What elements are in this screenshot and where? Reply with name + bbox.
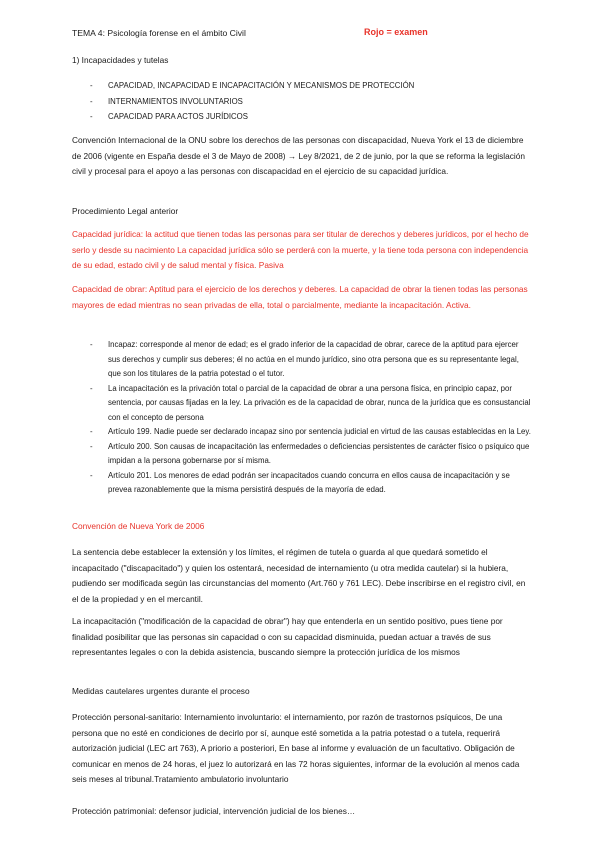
capacidad-juridica-paragraph: Capacidad jurídica: la actitud que tienen todas las personas para ser titular de derechos y deberes jurídicos, por el hecho de serlo y desde su nacimiento La capacidad jurídica sólo se perderá con la muerte, y la tiene toda persona con independencia de su edad, estado civil y de salud mental y física. Pasiva — [72, 229, 529, 271]
convencion-paragraph: Convención Internacional de la ONU sobre los derechos de las personas con discapacidad, Nueva York el 13 de diciembre de 2006 (vigente en España desde el 3 de Mayo de 2008) → Ley 8/2021, de 2 de junio, por la que se reforma la legislación civil y procesal para el apoyo a las personas con discapacidad en el ejercicio de su capacidad jurídica. — [72, 135, 525, 177]
color-legend: Rojo = examen — [364, 27, 428, 37]
definition-item: - Artículo 199. Nadie puede ser declarado incapaz sino por sentencia judicial en virtud de las causas establecidas en la Ley. — [72, 425, 532, 440]
incapacitacion-paragraph: La incapacitación ("modificación de la capacidad de obrar") hay que entenderla en un sentido positivo, pues tiene por finalidad posibilitar que las personas sin capacidad o con su capacidad disminuida, puedan actuar a través de sus representantes legales o con la debida asistencia, buscando siempre la protección jurídica de los mismos — [72, 616, 503, 658]
topic-item: - CAPACIDAD PARA ACTOS JURÍDICOS — [72, 109, 532, 125]
definition-item: - Artículo 201. Los menores de edad podrán ser incapacitados cuando concurra en ellos causa de incapacitación y se prevea razonablemente que la misma persistirá después de la mayoría de edad. — [72, 469, 532, 498]
definition-item: - Artículo 200. Son causas de incapacitación las enfermedades o deficiencias persistentes de carácter físico o psíquico que impidan a la persona gobernarse por sí misma. — [72, 440, 532, 469]
definition-item: - La incapacitación es la privación total o parcial de la capacidad de obrar a una persona física, en principio capaz, por sentencia, por causas fijadas en la ley. La privación es de la capacidad de obrar, nunca de la jurídica que es consustancial con el concepto de persona — [72, 382, 532, 426]
procedimiento-heading: Procedimiento Legal anterior — [72, 206, 179, 216]
medidas-heading: Medidas cautelares urgentes durante el proceso — [72, 686, 250, 696]
proteccion-personal-paragraph: Protección personal-sanitario: Internamiento involuntario: el internamiento, por razón de trastornos psíquicos, De una persona que no esté en condiciones de decirlo por sí, aunque esté sometida a la patria potestad o a tutela, requerirá autorización judicial (LEC art 763), A priorio a posteriori, En base al informe y evaluación de un facultativo. Obligación de comunicar en menos de 24 horas, el juez lo autorizará en las 72 horas siguientes, informar de la evolución al menos cada seis meses al tribunal.Tratamiento ambulatorio involuntario — [72, 712, 520, 785]
sentencia-paragraph: La sentencia debe establecer la extensión y los límites, el régimen de tutela o guarda al que quedará sometido el incapacitado ("discapacitado") y quien los ostentará, necesidad de internamiento (u otra medida cautelar) si la hubiera, pudiendo ser modificada según las circunstancias del momento (Art.760 y 761 LEC). Debe inscribirse en el registro civil, en el de la propiedad y en el mercantil. — [72, 547, 526, 604]
proteccion-patrimonial-paragraph: Protección patrimonial: defensor judicial, intervención judicial de los bienes… — [72, 806, 356, 816]
nueva-york-heading: Convención de Nueva York de 2006 — [72, 521, 205, 531]
topic-item: - CAPACIDAD, INCAPACIDAD E INCAPACITACIÓN Y MECANISMOS DE PROTECCIÓN — [72, 78, 532, 94]
document-title: TEMA 4: Psicología forense en el ámbito Civil — [72, 28, 246, 38]
definition-item: - Incapaz: corresponde al menor de edad; es el grado inferior de la capacidad de obrar, carece de la aptitud para ejercer sus derechos y cumplir sus deberes; él no actúa en el mundo jurídico, sino otra persona que es su representante legal, que son los titulares de la patria potestad o el tutor. — [72, 338, 532, 382]
definitions-list — [72, 338, 532, 498]
section-heading-incapacidades: 1) Incapacidades y tutelas — [72, 55, 169, 65]
topic-list — [72, 78, 532, 125]
capacidad-obrar-paragraph: Capacidad de obrar: Aptitud para el ejercicio de los derechos y deberes. La capacidad de obrar la tienen todas las personas mayores de edad mientras no sean privadas de ella, total o parcialmente, mediante la incapacitación. Activa. — [72, 284, 528, 310]
topic-item: - INTERNAMIENTOS INVOLUNTARIOS — [72, 94, 532, 110]
